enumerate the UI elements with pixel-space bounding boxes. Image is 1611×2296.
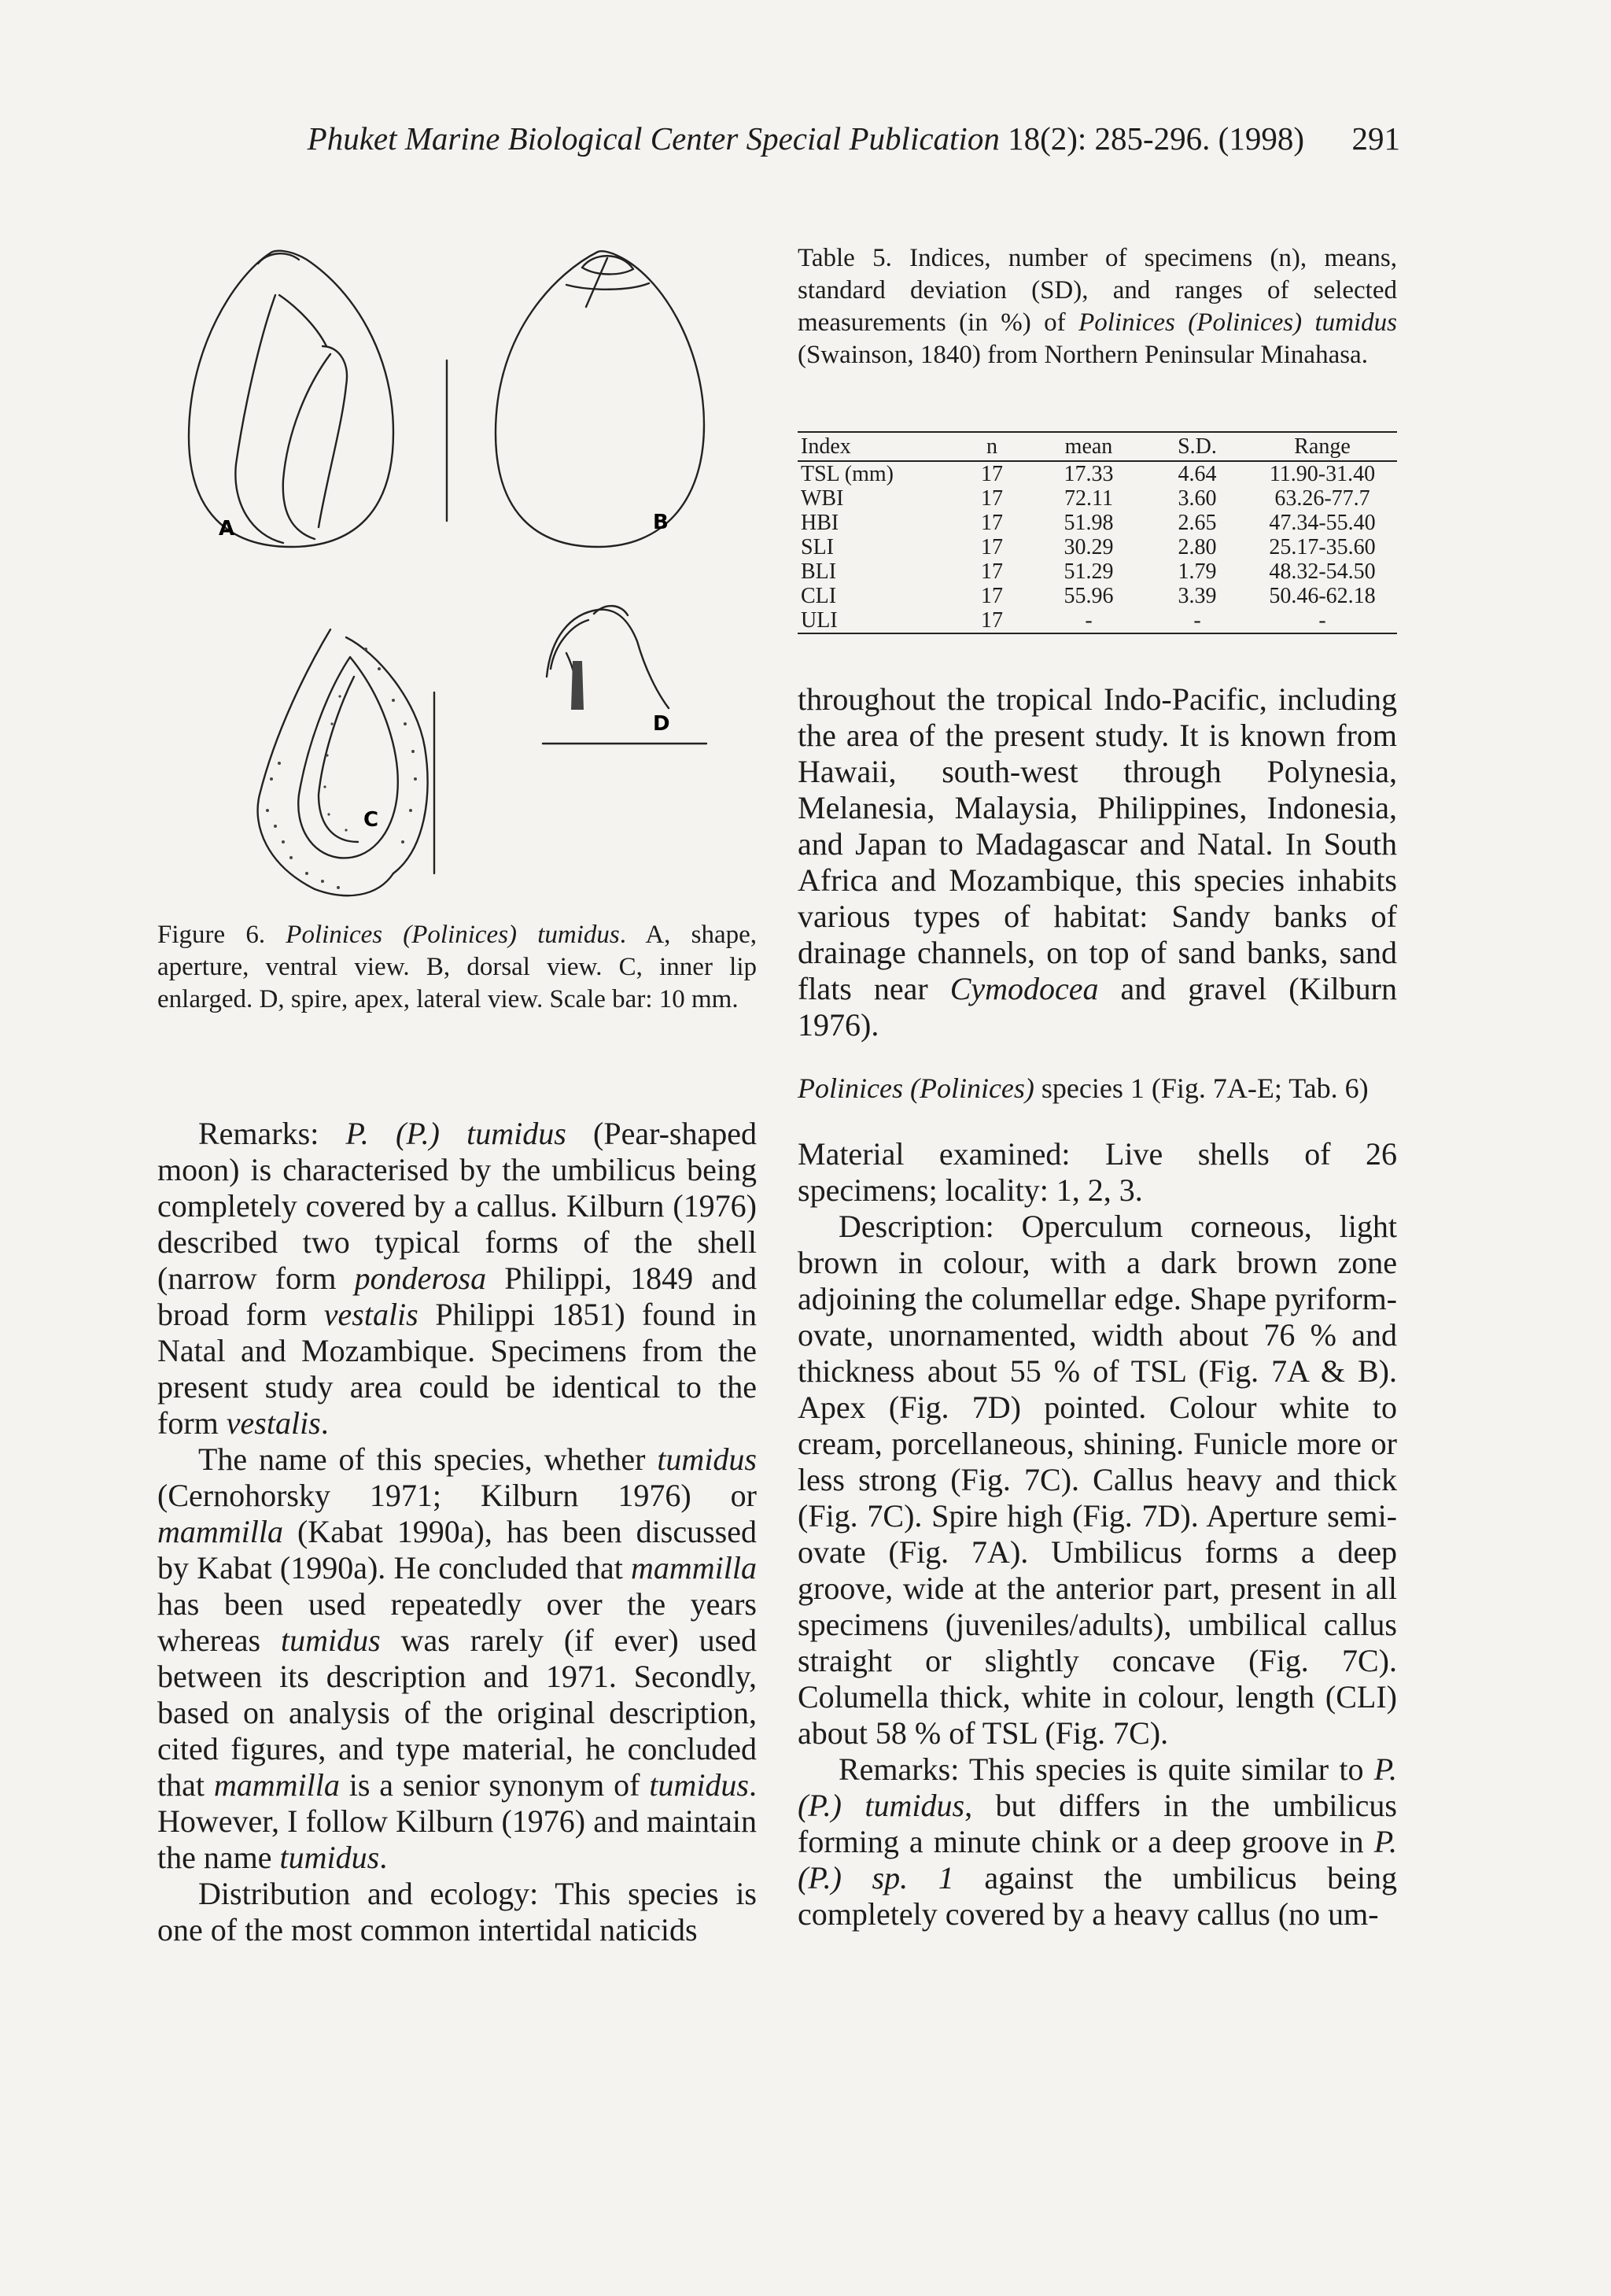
table-row — [798, 511, 1397, 535]
species-heading: Polinices (Polinices) species 1 (Fig. 7A-E; Tab. 6) — [798, 1072, 1369, 1104]
table-cell-index: SLI — [801, 535, 834, 559]
table-cell-sd: 3.39 — [1178, 584, 1217, 608]
shell-d-shadow — [571, 661, 584, 710]
figure-6-caption — [157, 919, 757, 1016]
shell-b-outline — [496, 251, 704, 547]
table-cell-n: 17 — [953, 608, 1030, 633]
shell-a-outline — [189, 251, 393, 547]
table-cell-n: 17 — [981, 486, 1003, 511]
table-cell-mean: 55.96 — [1064, 584, 1114, 608]
table-cell-mean: 51.29 — [1064, 559, 1114, 584]
table-cell-sd: 3.60 — [1178, 486, 1217, 511]
figure-6 — [157, 228, 755, 921]
table-cell-range: 48.32-54.50 — [1269, 559, 1376, 584]
col-header-sd: S.D. — [1147, 432, 1248, 461]
table-row — [798, 608, 1397, 633]
shell-a-aperture-inner — [283, 354, 330, 539]
remarks-2-paragraph: Remarks: This species is quite similar to P. (P.) tumidus, but differs in the umbilicus forming a minute chink or a deep groove in P. (P.) sp. 1 against the umbilicus being completely covered by a heavy callus (no um- — [798, 1752, 1397, 1932]
left-column-text — [157, 1116, 757, 1948]
table-cell-n: 17 — [981, 535, 1003, 559]
table-cell-index: HBI — [801, 511, 839, 535]
table-cell-mean: 30.29 — [1064, 535, 1114, 559]
name-paragraph: The name of this species, whether tumidus (Cernohorsky 1971; Kilburn 1976) or mammilla (Kabat 1990a), has been discussed by Kabat (1990a). He concluded that mammilla has been used repeatedly over the years whereas tumidus was rarely (if ever) used between its description and 1971. Secondly, based on analysis of the original description, cited figures, and type material, he concluded that mammilla is a senior synonym of tumidus. However, I follow Kilburn (1976) and maintain the name tumidus. — [157, 1441, 757, 1875]
table-cell-range: 50.46-62.18 — [1269, 584, 1376, 608]
shell-d-outline — [547, 610, 669, 708]
table-cell-n: 17 — [981, 559, 1003, 584]
table-cell-mean: 17.33 — [1064, 462, 1114, 486]
table-cell-sd: 2.65 — [1178, 511, 1217, 535]
table-row — [798, 559, 1397, 584]
figure-label-b: B — [653, 511, 669, 534]
shell-a-apex — [258, 253, 299, 264]
table-cell-index: BLI — [801, 559, 837, 584]
caption-prefix: Figure 6. — [157, 921, 266, 949]
journal-title: Phuket Marine Biological Center Special Publication — [307, 120, 1000, 157]
col-header-n: n — [953, 432, 1030, 461]
col-header-mean: mean — [1030, 432, 1147, 461]
table-5 — [798, 431, 1397, 634]
figure-label-a: A — [219, 517, 235, 541]
material-paragraph: Material examined: Live shells of 26 specimens; locality: 1, 2, 3. — [798, 1136, 1397, 1208]
table-cell-index: CLI — [801, 584, 837, 608]
table-cell-mean: 72.11 — [1064, 486, 1113, 511]
caption-taxon: Polinices (Polinices) tumidus — [286, 921, 620, 949]
col-header-range: Range — [1248, 432, 1397, 461]
table-cell-index: TSL (mm) — [801, 462, 894, 486]
stipple-shading — [266, 648, 584, 889]
shell-a-lip — [279, 295, 326, 346]
shell-a-columella — [319, 346, 347, 527]
table-row — [798, 461, 1397, 486]
table-cell-index: ULI — [798, 608, 953, 633]
col-header-index: Index — [798, 432, 953, 461]
table-cell-range: 25.17-35.60 — [1269, 535, 1376, 559]
table-cell-n: 17 — [981, 511, 1003, 535]
table-cell-range: 47.34-55.40 — [1269, 511, 1376, 535]
shell-c-lip — [346, 637, 428, 873]
table-cell-sd: - — [1147, 608, 1248, 633]
running-header — [252, 118, 1400, 159]
table-cell-n: 17 — [981, 462, 1003, 486]
figure-label-c: C — [363, 808, 379, 832]
table-cell-range: - — [1248, 608, 1397, 633]
table-5-caption: Table 5. Indices, number of specimens (n), means, standard deviation (SD), and ranges of selected measurements (in %) of Polinices (Polinices) tumidus (Swainson, 1840) from Northern Peninsular Minahasa. — [798, 244, 1397, 369]
table-cell-n: 17 — [981, 584, 1003, 608]
figure-label-d: D — [653, 712, 670, 736]
right-column-text — [798, 681, 1397, 1932]
shell-a-aperture-outer — [235, 295, 283, 543]
shell-b-spire — [586, 258, 607, 307]
remarks-paragraph: Remarks: P. (P.) tumidus (Pear-shaped moon) is characterised by the umbilicus being completely covered by a callus. Kilburn (1976) described two typical forms of the shell (narrow form ponderosa Philippi, 1849 and broad form vestalis Philippi 1851) found in Natal and Mozambique. Specimens from the present study area could be identical to the form vestalis. — [157, 1116, 758, 1441]
table-cell-mean: 51.98 — [1064, 511, 1114, 535]
figure-6-drawing — [157, 228, 755, 921]
table-header-row — [798, 432, 1397, 461]
table-cell-mean: - — [1030, 608, 1147, 633]
table-cell-index: WBI — [801, 486, 844, 511]
table-cell-sd: 1.79 — [1178, 559, 1217, 584]
table-cell-sd: 4.64 — [1178, 462, 1217, 486]
description-paragraph: Description: Operculum corneous, light brown in colour, with a dark brown zone adjoining the columellar edge. Shape pyriform-ovate, unornamented, width about 76 % and thickness about 55 % of TSL (Fig. 7A & B). Apex (Fig. 7D) pointed. Colour white to cream, porcellaneous, shining. Funicle more or less strong (Fig. 7C). Callus heavy and thick (Fig. 7C). Spire high (Fig. 7D). Aperture semi-ovate (Fig. 7A). Umbilicus forms a deep groove, wide at the anterior part, present in all specimens (juveniles/adults), umbilical callus straight or slightly concave (Fig. 7C). Columella thick, white in colour, length (CLI) about 58 % of TSL (Fig. 7C). — [798, 1209, 1397, 1751]
table-cell-range: 11.90-31.40 — [1269, 462, 1376, 486]
shell-b-suture — [566, 283, 649, 290]
caption-rest: . A, shape, aperture, ventral view. B, dorsal view. C, inner lip enlarged. D, spire, apex, lateral view. Scale bar: 10 mm. — [157, 921, 757, 1013]
page-number: 291 — [1351, 120, 1400, 157]
table-row — [798, 535, 1397, 559]
citation: 18(2): 285-296. (1998) — [1008, 120, 1304, 157]
shell-c-inner — [319, 677, 358, 842]
distribution-continued-paragraph: throughout the tropical Indo-Pacific, including the area of the present study. It is known from Hawaii, south-west through Polynesia, Melanesia, Malaysia, Philippines, Indonesia, and Japan to Madagascar and Natal. In South Africa and Mozambique, this species inhabits various types of habitat: Sandy banks of drainage channels, on top of sand banks, sand flats near Cymodocea and gravel (Kilburn 1976). — [798, 681, 1397, 1043]
table-row — [798, 584, 1397, 608]
table-row — [798, 486, 1397, 511]
table-cell-range: 63.26-77.7 — [1274, 486, 1370, 511]
table-body — [798, 461, 1397, 633]
distribution-paragraph: Distribution and ecology: This species is one of the most common intertidal naticids — [157, 1876, 757, 1947]
table-cell-sd: 2.80 — [1178, 535, 1217, 559]
measurement-table — [798, 431, 1397, 634]
